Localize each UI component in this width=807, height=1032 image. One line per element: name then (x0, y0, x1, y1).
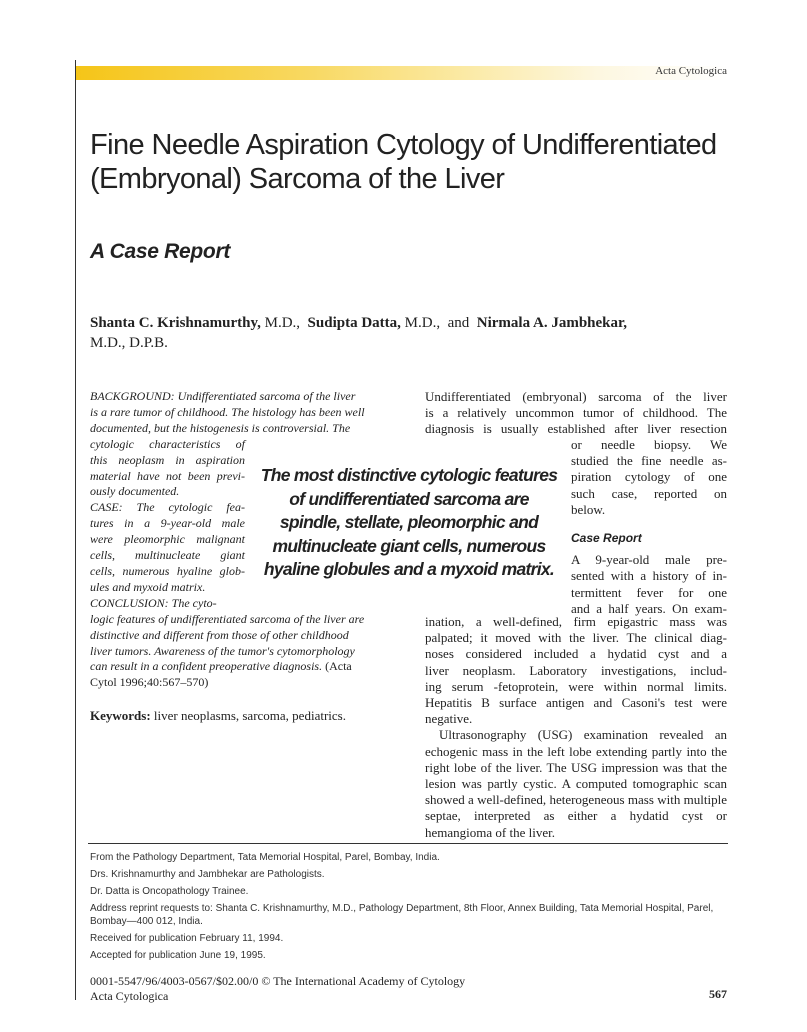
footnote-divider (88, 843, 728, 844)
journal-header-name: Acta Cytologica (655, 65, 727, 77)
abstract-line: cytologic characteristics of (90, 436, 245, 451)
body-line: or needle biopsy. We (571, 437, 727, 452)
abstract-line: were pleomorphic malignant (90, 532, 245, 547)
author-name: Sudipta Datta, (307, 315, 401, 331)
body-line: Undifferentiated (embryonal) sarcoma of the liver (425, 389, 727, 404)
abstract-line: this neoplasm in aspiration (90, 452, 245, 467)
body-line: liver neoplasm. Laboratory investigations, includ- (425, 662, 727, 678)
body-line: palpated; it moved with the liver. The clinical diag- (425, 630, 727, 646)
pull-quote-line: hyaline globules and a myxoid matrix. (263, 559, 555, 579)
article-title: Fine Needle Aspiration Cytology of Undifferentiated (Embryonal) Sarcoma of the Liver (90, 129, 717, 195)
abstract-line: can result in a confident preoperative diagnosis. (90, 659, 323, 674)
body-line: diagnosis is usually established after liver resection (425, 421, 727, 437)
abstract-line: logic features of undifferentiated sarcoma of the liver are (90, 611, 365, 626)
footnote-trainee: Dr. Datta is Oncopathology Trainee. (90, 886, 249, 897)
footnote-affiliation: From the Pathology Department, Tata Memorial Hospital, Parel, Bombay, India. (90, 852, 440, 863)
body-line: noses considered included a hydatid cyst and a (425, 646, 727, 662)
footnote-pathologists: Drs. Krishnamurthy and Jambhekar are Pathologists. (90, 869, 325, 880)
pull-quote (258, 464, 560, 582)
page-number: 567 (709, 987, 727, 1001)
section-heading: Case Report (571, 531, 642, 546)
footer-journal-name: Acta Cytologica (90, 989, 169, 1003)
copyright-line: 0001-5547/96/4003-0567/$02.00/0 © The International Academy of Cytology (90, 974, 466, 988)
author-degree: M.D., (404, 315, 441, 331)
body-line: ination, a well-defined, firm epigastric mass was (425, 614, 727, 629)
author-conjunction: and (447, 315, 470, 331)
author-list (90, 313, 730, 353)
keywords-label: Keywords: (90, 708, 151, 723)
abstract-line: documented, but the histogenesis is controversial. The (90, 420, 351, 435)
left-margin-rule (75, 60, 76, 1000)
abstract-line: cells, multinucleate giant (90, 548, 245, 563)
body-line: A 9-year-old male pre- (571, 552, 727, 568)
body-line: studied the fine needle as- (571, 453, 727, 469)
body-intro (425, 389, 727, 438)
citation: (Acta (325, 659, 352, 674)
footnote-accepted: Accepted for publication June 19, 1995. (90, 950, 266, 961)
journal-header-band (76, 66, 728, 80)
author-name: Shanta C. Krishnamurthy, (90, 315, 261, 331)
abstract-line: ously documented. (90, 484, 180, 499)
body-line: such case, reported on (571, 485, 727, 501)
keywords-text: liver neoplasms, sarcoma, pediatrics. (153, 708, 346, 723)
footnotes (90, 851, 730, 966)
author-degree: M.D., (264, 315, 301, 331)
body-line: piration cytology of one (571, 469, 727, 485)
article-subtitle: A Case Report (90, 240, 231, 263)
citation: Cytol 1996;40:567–570) (90, 675, 209, 690)
abstract-line: liver tumors. Awareness of the tumor's cytomorphology (90, 643, 355, 658)
abstract-line: CONCLUSION: The cyto- (90, 595, 217, 610)
body-case-report (425, 614, 727, 841)
body-narrow-column (571, 437, 727, 617)
abstract-line: CASE: The cytologic fea- (90, 500, 245, 515)
abstract-line: material have not been previ- (90, 468, 245, 483)
author-degree: M.D., D.P.B. (90, 335, 168, 351)
abstract-line: BACKGROUND: Undifferentiated sarcoma of the liver (90, 389, 356, 403)
pull-quote-line: of undifferentiated sarcoma are (289, 488, 529, 509)
body-line: sented with a history of in- (571, 568, 727, 584)
body-line: Hepatitis B surface antigen and Casoni's test were (425, 695, 727, 711)
pull-quote-line: multinucleate giant cells, numerous (272, 535, 546, 556)
pull-quote-line: The most distinctive cytologic features (260, 465, 558, 485)
keywords (90, 708, 346, 724)
body-paragraph: Ultrasonography (USG) examination revealed an echogenic mass in the left lobe extending partly into the right lobe of the liver. The USG impression was that the lesion was partly cystic. A computed tomographic scan showed a well-defined, heterogeneous mass with multiple septae, interpreted as either a hydatid cyst or hemangioma of the liver. (425, 727, 727, 840)
body-line: ing serum -fetoprotein, were within normal limits. (425, 678, 727, 694)
abstract-line: distinctive and different from those of other childhood (90, 627, 349, 642)
pull-quote-line: spindle, stellate, pleomorphic and (279, 512, 539, 532)
footnote-received: Received for publication February 11, 1994. (90, 933, 284, 944)
author-name: Nirmala A. Jambhekar, (476, 315, 628, 331)
abstract-line: is a rare tumor of childhood. The histology has been well (90, 404, 365, 419)
abstract-line: ules and myxoid matrix. (90, 579, 206, 594)
body-line: termittent fever for one (571, 584, 727, 600)
body-line: negative. (425, 711, 473, 727)
body-line: is a relatively uncommon tumor of childhood. The (425, 405, 727, 421)
body-line: and a half years. On exam- (571, 600, 727, 616)
abstract-line: cells, numerous hyaline glob- (90, 563, 245, 578)
footnote-reprint: Address reprint requests to: Shanta C. Krishnamurthy, M.D., Pathology Department, 8th Floor, Annex Building, Tata Memorial Hospital, Parel, Bombay—400 012, India. (90, 903, 714, 927)
abstract-line: tures in a 9-year-old male (90, 516, 245, 531)
body-line: below. (571, 501, 606, 517)
